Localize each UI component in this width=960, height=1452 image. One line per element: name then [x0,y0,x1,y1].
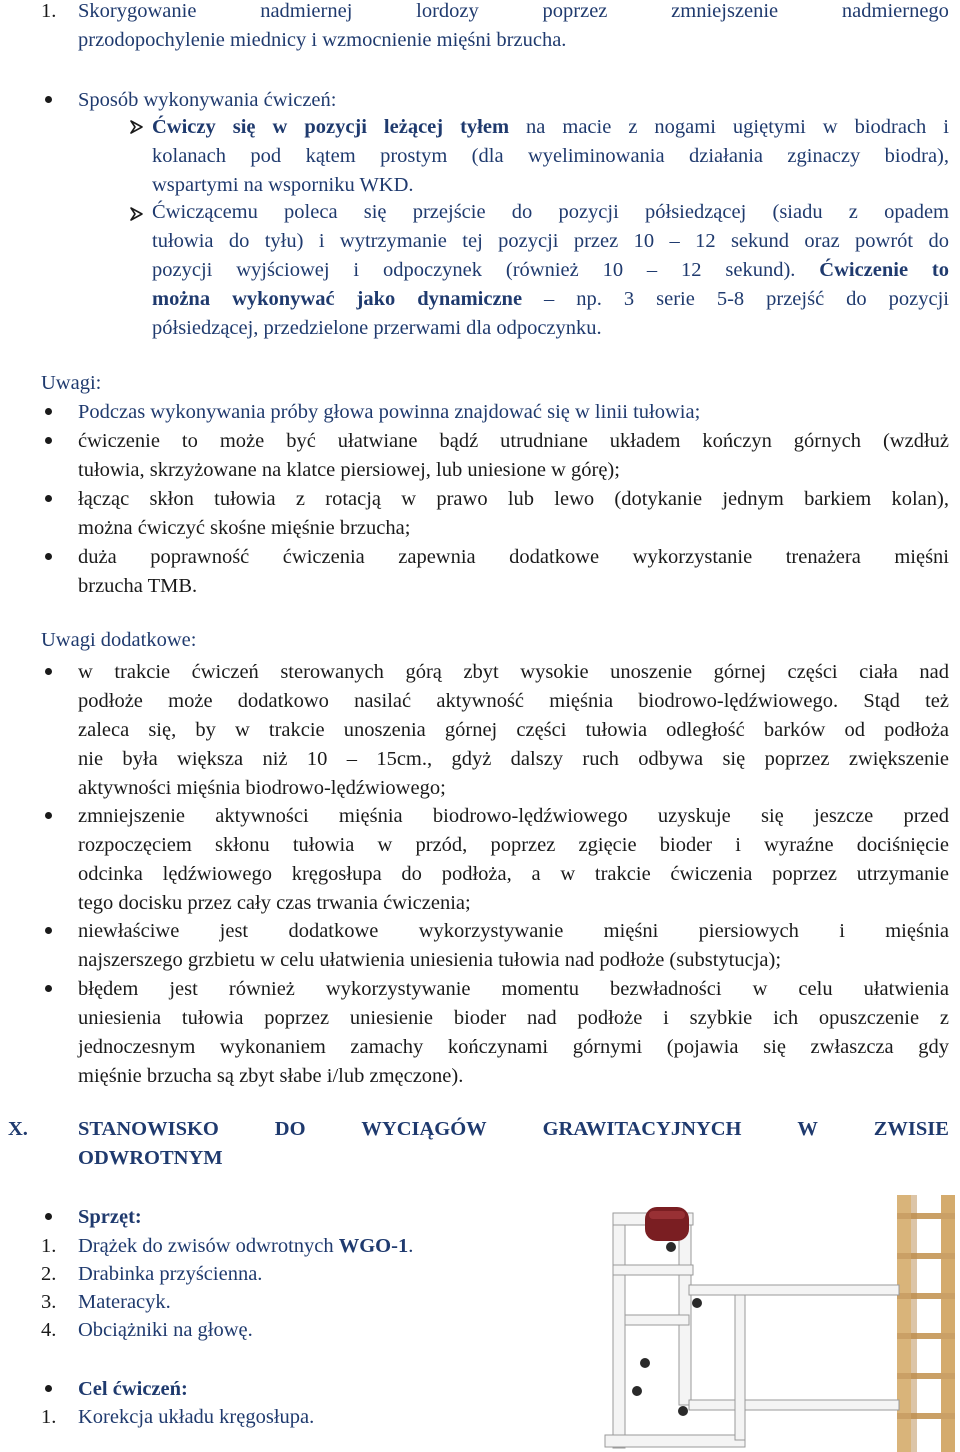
section-title-word: W [797,1118,818,1140]
section-title-word: STANOWISKO [78,1118,219,1140]
extra-line: nie była większa niż 10 – 15cm., gdyż dalszy ruch odbywa się poprzez zwiększenie [78,748,949,770]
method-item-1 [152,113,949,200]
method-item-2-bold-line: można wykonywać jako dynamiczne [152,288,523,310]
extra-line: zmniejszenie aktywności mięśnia biodrowo-lędźwiowego uzyskuje się jeszcze przed [78,805,949,827]
notes-item-1: Podczas wykonywania próby głowa powinna znajdować się w linii tułowia; [78,401,701,423]
method-item-2 [152,198,949,343]
extra-line: w trakcie ćwiczeń sterowanych górą zbyt wysokie unoszenie górnej części ciała nad [78,661,949,683]
notes-item-2 [78,427,949,485]
extra-line: uniesienia tułowia poprzez uniesienie bioder nad podłoże i szybkie ich opuszczenie z [78,1007,949,1029]
bullet-dot-icon [41,1375,55,1404]
bullet-dot-icon [41,86,55,115]
arrow-bullet-icon [129,116,147,145]
notes-item-3 [78,485,949,543]
equipment-item-3: Materacyk. [78,1291,171,1313]
notes-line: brzucha TMB. [78,575,198,597]
method-item-2-line: tułowia do tyłu) i wytrzymanie tej pozycji przez 10 – 12 sekund oraz powrót do [152,230,949,252]
equipment-item-bold: WGO-1 [338,1235,409,1257]
bullet-dot-icon [41,427,55,456]
extra-line: odcinka lędźwiowego kręgosłupa do podłoża, a w trakcie ćwiczenia poprzez utrzymanie [78,863,949,885]
bullet-dot-icon [41,658,55,687]
method-item-1-line-3: wspartymi na wsporniku WKD. [152,174,414,196]
bullet-dot-icon [41,917,55,946]
extra-line: zaleca się, by w trakcie unoszenia górnej części tułowia odległość barków od podłoża [78,719,949,741]
goal-item-1: Korekcja układu kręgosłupa. [78,1406,315,1428]
equipment-number: 3. [41,1291,57,1313]
notes-title: Uwagi: [41,372,102,394]
intro-word: nadmiernej [260,0,353,22]
section-title-line-1 [78,1115,949,1144]
inversion-bar-frame-image [605,1213,899,1448]
extra-notes-item-1 [78,658,949,803]
section-title-word: DO [274,1118,306,1140]
notes-line: łącząc skłon tułowia z rotacją w prawo lub lewo (dotykanie jednym barkiem kolan), [78,488,949,510]
notes-item-4 [78,543,949,601]
bullet-dot-icon [41,398,55,427]
method-item-2-bold-end: Ćwiczenie to [819,259,949,281]
extra-line: podłoże może dodatkowo nasilać aktywność mięśnia biodrowo-lędźwiowego. Stąd też [78,690,949,712]
goal-number: 1. [41,1406,57,1428]
red-padding-image [645,1207,689,1241]
method-item-1-bold: Ćwiczy się w pozycji leżącej tyłem [152,116,510,138]
equipment-photo [585,1195,957,1452]
equipment-title: Sprzęt: [78,1206,142,1228]
intro-line-1 [78,0,949,26]
notes-line: można ćwiczyć skośne mięśnie brzucha; [78,517,411,539]
equipment-number: 1. [41,1235,57,1257]
extra-notes-item-3 [78,917,949,975]
extra-notes-item-2 [78,802,949,918]
extra-line: błędem jest również wykorzystywanie momentu bezwładności w celu ułatwienia [78,978,949,1000]
method-item-1-text: na macie z nogami ugiętymi w biodrach i [509,116,949,138]
extra-notes-item-4 [78,975,949,1091]
intro-word: lordozy [416,0,479,22]
equipment-number: 2. [41,1263,57,1285]
arrow-bullet-icon [129,203,147,232]
extra-line: najszerszego grzbietu w celu ułatwienia uniesienia tułowia nad podłoże (substytucja); [78,949,782,971]
method-item-2-text: pozycji wyjściowej i odpoczynek (również 10 – 12 sekund). [152,259,820,281]
extra-line: niewłaściwe jest dodatkowe wykorzystywanie mięśni piersiowych i mięśnia [78,920,949,942]
notes-line: tułowia, skrzyżowane na klatce piersiowej, lub uniesione w górę); [78,459,620,481]
bullet-dot-icon [41,1203,55,1232]
extra-notes-title: Uwagi dodatkowe: [41,629,197,651]
equipment-item-2: Drabinka przyścienna. [78,1263,263,1285]
section-title-word: GRAWITACYJNYCH [542,1118,742,1140]
equipment-item-1 [78,1232,413,1261]
method-item-2-line: Ćwiczącemu poleca się przejście do pozycji półsiedzącej (siadu z opadem [152,201,949,223]
intro-line-2: przodopochylenie miednicy i wzmocnienie mięśni brzucha. [78,29,567,51]
intro-number: 1. [41,0,57,22]
equipment-item-text: Drążek do zwisów odwrotnych [78,1235,339,1257]
method-title: Sposób wykonywania ćwiczeń: [78,89,337,111]
intro-word: zmniejszenie [671,0,779,22]
extra-line: jednoczesnym wykonaniem zamachy kończynami górnymi (pojawia się zwłaszcza gdy [78,1036,949,1058]
section-title-line-2: ODWROTNYM [78,1147,223,1169]
bullet-dot-icon [41,485,55,514]
equipment-item-after: . [408,1235,414,1257]
bullet-dot-icon [41,543,55,572]
equipment-number: 4. [41,1319,57,1341]
wall-ladder-image [897,1195,955,1452]
equipment-item-4: Obciążniki na głowę. [78,1319,253,1341]
bullet-dot-icon [41,802,55,831]
extra-line: tego docisku przez cały czas trwania ćwiczenia; [78,892,471,914]
notes-line: duża poprawność ćwiczenia zapewnia dodatkowe wykorzystanie trenażera mięśni [78,546,949,568]
section-number: X. [8,1118,28,1140]
method-item-2-after-bold: – np. 3 serie 5-8 przejść do pozycji [522,288,949,310]
section-title-word: WYCIĄGÓW [361,1118,487,1140]
method-item-2-line: półsiedzącej, przedzielone przerwami dla odpoczynku. [152,317,602,339]
goal-title: Cel ćwiczeń: [78,1378,188,1400]
method-item-1-line-2: kolanach pod kątem prostym (dla wyeliminowania działania zginaczy biodra), [152,145,949,167]
notes-line: ćwiczenie to może być ułatwiane bądź utrudniane układem kończyn górnych (wzdłuż [78,430,949,452]
method-item-1-line-1 [152,113,949,142]
bullet-dot-icon [41,975,55,1004]
intro-word: nadmiernego [841,0,949,22]
section-title-word: ZWISIE [873,1118,949,1140]
method-item-2-line [152,285,949,314]
extra-line: aktywności mięśnia biodrowo-lędźwiowego; [78,777,446,799]
extra-line: mięśnie brzucha są zbyt słabe i/lub zmęczone). [78,1065,464,1087]
intro-word: poprzez [542,0,608,22]
extra-line: rozpoczęciem skłonu tułowia w przód, poprzez zgięcie bioder i wyraźne dociśnięcie [78,834,949,856]
intro-word: Skorygowanie [78,0,197,22]
method-item-2-line [152,256,949,285]
